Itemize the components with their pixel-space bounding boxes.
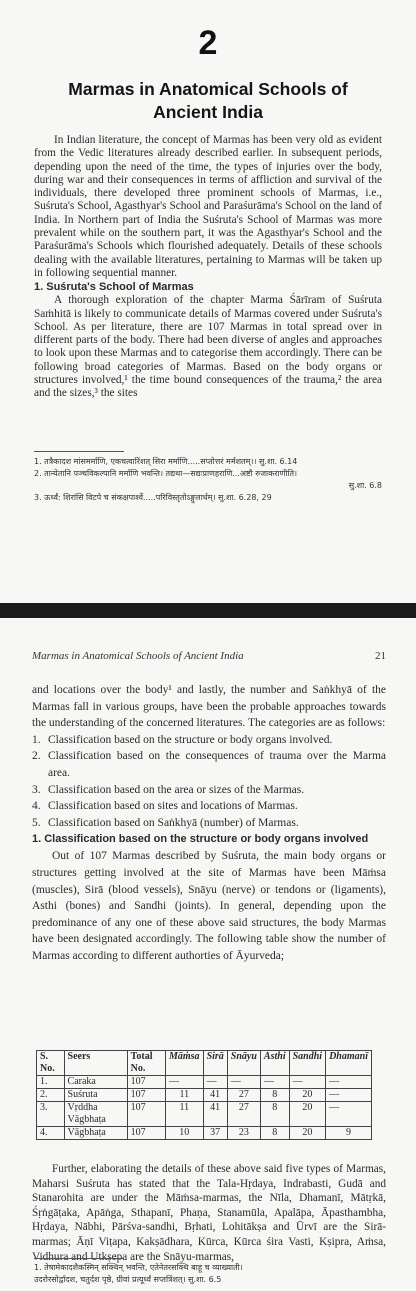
page-separator xyxy=(0,603,416,618)
column-header: Snāyu xyxy=(227,1051,260,1076)
column-header: Māṁsa xyxy=(166,1051,204,1076)
column-header: Total No. xyxy=(127,1051,165,1076)
column-header: Seers xyxy=(64,1051,127,1076)
column-header: Asthi xyxy=(260,1051,289,1076)
table-row: 4. Vāgbhaṭa 107 10 37 23 8 20 9 xyxy=(37,1127,372,1140)
page2-body xyxy=(32,682,386,965)
book-page-right xyxy=(0,618,416,1291)
column-header: S. No. xyxy=(37,1051,65,1076)
running-head xyxy=(32,650,386,662)
list-item: 4. Classification based on sites and locations of Marmas. xyxy=(32,800,298,813)
book-page-left xyxy=(0,0,416,603)
column-header: Dhamanī xyxy=(326,1051,372,1076)
list-item: 1. Classification based on the structure or body organs involved. xyxy=(32,733,333,746)
list-item: 5. Classification based on Saṅkhyā (number) of Marmas. xyxy=(32,816,299,829)
column-header: Sandhi xyxy=(289,1051,325,1076)
footnote: 2. तान्येतानि पञ्चविकल्पानि मर्माणि भवन्ति। तद्यथा—सद्यःप्राणहराणि...अष्टौ रुजाकराणीति। xyxy=(34,469,298,478)
section-heading: 1. Suśruta's School of Marmas xyxy=(34,281,194,294)
footnotes xyxy=(34,1262,382,1286)
column-header: Sirā xyxy=(203,1051,227,1076)
footnote: 1. तेषामेकादशैकस्मिन् सक्थिन् भवन्ति, एतेनेतरसक्थि बाहू च व्याख्याती। xyxy=(34,1263,243,1272)
table-row: 1. Caraka 107 — — — — — — xyxy=(37,1076,372,1089)
chapter-number: 2 xyxy=(198,24,218,62)
chapter-title: Marmas in Anatomical Schools of Ancient India xyxy=(68,79,348,122)
continuation-paragraph: and locations over the body¹ and lastly, the number and Saṅkhyā of the Marmas fall in various groups, have been the probable approaches towards the understanding of the concerned literatures. The categories are as follows: xyxy=(32,684,386,730)
section-paragraph: Out of 107 Marmas described by Suśruta, the main body organs or structures getting involved at the site of Marmas have been Māṁsa (muscles), Sirā (blood vessels), Snāyu (nerve) or tendons or (ligaments), Asthi (bones) and Sandhi (joints). In general, depending upon the predominance of any one of these above said structures, the body Marmas have been designated accordingly. The following table show the number of Marmas according to different authorties of Āyurveda; xyxy=(32,850,386,962)
footnote: 1. तत्रैकादश मांसमर्माणि, एकचत्वारिंशत् सिरा मर्माणि.....सप्तोत्तरं मर्मशतम्।। सु.शा. 6.14 xyxy=(34,457,298,466)
marma-table xyxy=(36,1050,372,1140)
elaboration-paragraph: Further, elaborating the details of these above said five types of Marmas, Maharsi Suśruta has stated that the Tala-Hṛdaya, Indrabasti, Gudā and Stanarohita are under the Māṁsa-marmas, the Nīla, Dhamanī, Mātṛkā, Śṛṅgāṭaka, Apāṅga, Sthapanī, Phaṇa, Stanamūla, Apalāpa, Āpasthambha, Hṛdaya, Nābhi, Pārśva-sandhi, Bṛhati, Lohitākṣa and Ūrvī are the Sirā-marmas; Āṇī Viṭapa, Kakṣādhara, Kūrca, Kūrca śira Vasti, Kṣipra, Aṁsa, Vidhura and Utkṣepa are the Snāyu-marmas, xyxy=(32,1163,386,1263)
footnote-divider xyxy=(34,1258,124,1259)
list-item: 3. Classification based on the area or sizes of the Marmas. xyxy=(32,783,305,796)
footnote: 3. ऊर्ध्वं: शिरांसि विटपे च संकक्षपार्श्वे.....परिविस्तृतोऽङ्गुलार्धम्। सु.शा. 6.28, 29 xyxy=(34,493,272,502)
classification-list xyxy=(32,732,386,832)
footnotes xyxy=(34,456,382,504)
footnote-reference: सु.शा. 6.8 xyxy=(348,481,382,490)
page-number: 21 xyxy=(375,650,386,662)
footnote-divider xyxy=(34,451,124,452)
list-item: 2. Classification based on the consequences of trauma over the Marma area. xyxy=(32,750,386,779)
table-header-row xyxy=(37,1051,372,1076)
table-row: 2. Suśruta 107 11 41 27 8 20 — xyxy=(37,1089,372,1102)
intro-paragraph: In Indian literature, the concept of Marmas has been very old as evident from the Vedic literatures already described earlier. In subsequent periods, depending upon the need of the time, the types of injuries over the body, during war and their consequences in terms of affliction and survival of the individuals, there developed three prominent schools of Marmas, i.e., Suśruta's School, Agasthyar's School and Paraśurāma's School on the land of India. In Northern part of India the Suśruta's School of Marmas was more prevalent while on the southern part, it was the Agasthyar's School and the Paraśurāma's Schools which flourished adequately. Details of these schools dealing with the available literatures, pertaining to Marmas will be taken up in following sequential manner. xyxy=(34,134,382,279)
running-head-title: Marmas in Anatomical Schools of Ancient India xyxy=(32,650,244,662)
page1-body xyxy=(34,134,382,401)
section-paragraph: A thorough exploration of the chapter Marma Śārīram of Suśruta Saṁhitā is likely to communicate details of Marmas covered under Suśruta's School. As per literature, there are 107 Marmas in total spread over in different parts of the body. There had been diverse of angles and approaches to look upon these Marmas and to categorise them accordingly. There can be following broad categories of Marmas. Based on the body organs or structures involved,¹ the time bound consequences of the trauma,² the area and the sizes,³ the sites xyxy=(34,294,382,400)
footnote: उदरोरसोर्द्वादश, चतुर्दश पृष्ठे, ग्रीवां प्रत्यूर्ध्वं सप्तत्रिंशत्। सु.शा. 6.5 xyxy=(34,1275,222,1284)
page2-body-continued xyxy=(32,1162,386,1264)
section-heading: 1. Classification based on the structure or body organs involved xyxy=(32,833,369,846)
table-row: 3. Vṛddha Vāgbhaṭa 107 11 41 27 8 20 — xyxy=(37,1102,372,1127)
